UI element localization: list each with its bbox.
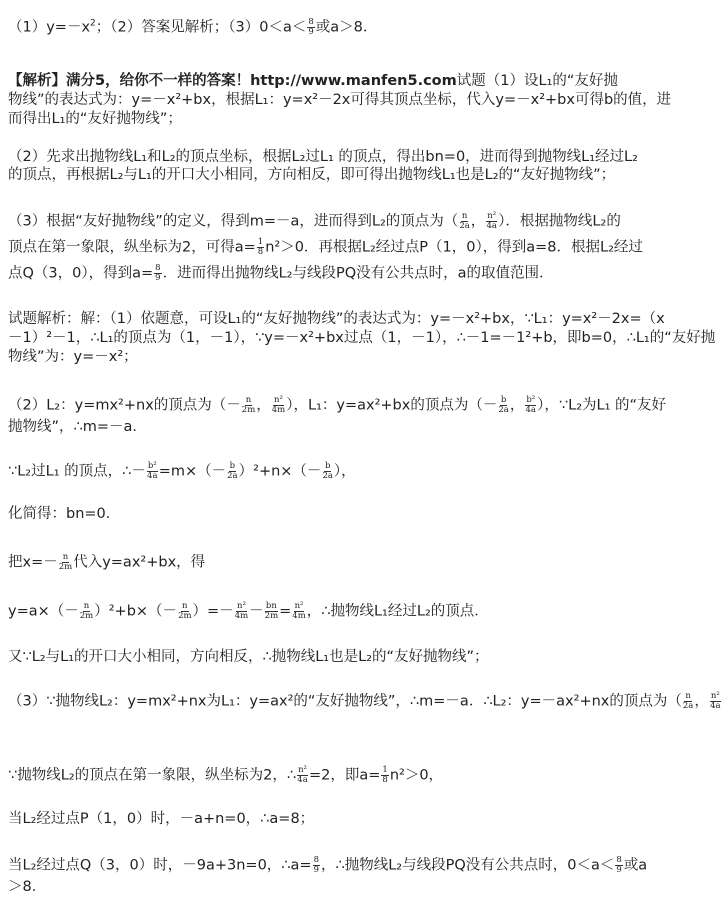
solution-line-14: 当L₂经过点Q（3，0）时，－9a+3n=0，∴a= $\frac{8}{9}$ ，∴抛物线L₂与线段PQ没有公共点时，0＜a＜ $\frac{8}{9}$ 或a (8, 855, 648, 875)
answer-fraction: $\frac{8}{9}$ (308, 17, 314, 37)
solution-line-2: －1）²－1，∴L₁的顶点为（1，－1），∵y=－x²+bx过点（1，－1），∴－1=－1²+b，即b=0，∴L₁的“友好抛 (8, 330, 716, 346)
analysis-l1a: 试题（1）设L (456, 73, 547, 89)
solution-line-7: 化简得：bn=0． (8, 506, 121, 522)
solution-line-15: ＞8． (8, 879, 47, 895)
analysis-line-4: （2）先求出抛物线L₁和L₂的顶点坐标，根据L₂过L₁ 的顶点，得出bn=0，进而得到抛物线L₁经过L₂ (8, 149, 638, 165)
analysis-l1b: 的“友好抛 (552, 73, 618, 89)
solution-line-12: ∵抛物线L₂的顶点在第一象限，纵坐标为2，∴ $\frac{\text{n²}}{4a}$ =2，即a= $\frac{1}{8}$ n²＞0， (8, 765, 444, 785)
solution-line-13: 当L₂经过点P（1，0）时，－a+n=0，∴a=8； (8, 811, 315, 827)
solution-line-1: 试题解析：解：（1）依题意，可设L₁的“友好抛物线”的表达式为：y=－x²+bx，∵L₁：y=x²－2x=（x (8, 311, 665, 327)
solution-line-10: 又∵L₂与L₁的开口大小相同，方向相反，∴抛物线L₁也是L₂的“友好抛物线”； (8, 649, 489, 665)
analysis-line-7: 顶点在第一象限，纵坐标为2，可得a= $\frac{1}{8}$ n²＞0．再根据L₂经过点P（1，0），得到a=8．根据L₂经过 (8, 237, 643, 257)
analysis-heading: 【解析】满分5，给你不一样的答案！http://www.manfen5.com试题（1）设L₁的“友好抛 (8, 73, 618, 89)
answer-part2: ；（2）答案见解析；（3）0＜a＜ (95, 19, 307, 36)
solution-line-3: 物线”为：y=－x²； (8, 349, 138, 365)
analysis-line-3: 而得出L₁的“友好抛物线”； (8, 111, 182, 127)
analysis-line-2: 物线”的表达式为：y=－x²+bx，根据L₁：y=x²－2x可得其顶点坐标，代入y=－x²+bx可得b的值，进 (8, 92, 672, 108)
solution-line-9: y=a×（－ $\frac{n}{2m}$ ）²+b×（－ $\frac{n}{2m}$ ）=－ $\frac{\text{n²}}{4m}$ － $\frac{bn}{2m}$ = $\frac{\text{n²}}{4m}$ ，∴抛物线L₁经过L₂的顶点． (8, 601, 489, 621)
solution-line-4: （2）L₂：y=mx²+nx的顶点为（－ $\frac{n}{2m}$ ， $\frac{\text{n²}}{4m}$ ），L₁：y=ax²+bx的顶点为（－ $\frac{b}{2a}$ ， $\frac{\text{b²}}{4a}$ ），∵L₂为L₁ 的“友好 (8, 395, 667, 415)
answer-exp: 2 (90, 18, 96, 29)
answer-part3: 或a＞8． (315, 19, 378, 36)
answer-line (8, 18, 377, 37)
solution-line-11: （3）∵抛物线L₂：y=mx²+nx为L₁：y=ax²的“友好抛物线”，∴m=－a．∴L₂：y=－ax²+nx的顶点为（ $\frac{n}{2a}$ ， $\frac{\text{n²}}{4a}$ (8, 691, 721, 711)
solution-line-5: 抛物线”，∴m=－a． (8, 419, 147, 435)
solution-line-8: 把x=－ $\frac{n}{2m}$ 代入y=ax²+bx，得 (8, 552, 206, 572)
analysis-line-8: 点Q（3，0），得到a= $\frac{8}{9}$ ．进而得出抛物线L₂与线段PQ没有公共点时，a的取值范围． (8, 263, 554, 283)
analysis-line-5: 的顶点，再根据L₂与L₁的开口大小相同，方向相反，即可得出抛物线L₁也是L₂的“友好抛物线”； (8, 167, 616, 183)
analysis-head: 【解析】满分5，给你不一样的答案！http://www.manfen5.com (8, 73, 457, 89)
analysis-line-6: （3）根据“友好抛物线”的定义，得到m=－a，进而得到L₂的顶点为（ $\frac{n}{2a}$ ， $\frac{\text{n²}}{4a}$ ）．根据抛物线L₂的 (8, 211, 621, 231)
solution-line-6: ∵L₂过L₁ 的顶点，∴－ $\frac{\text{b²}}{4a}$ =m×（－ $\frac{b}{2a}$ ）²+n×（－ $\frac{b}{2a}$ ）， (8, 461, 356, 481)
answer-part1: （1）y=－x (8, 19, 91, 36)
